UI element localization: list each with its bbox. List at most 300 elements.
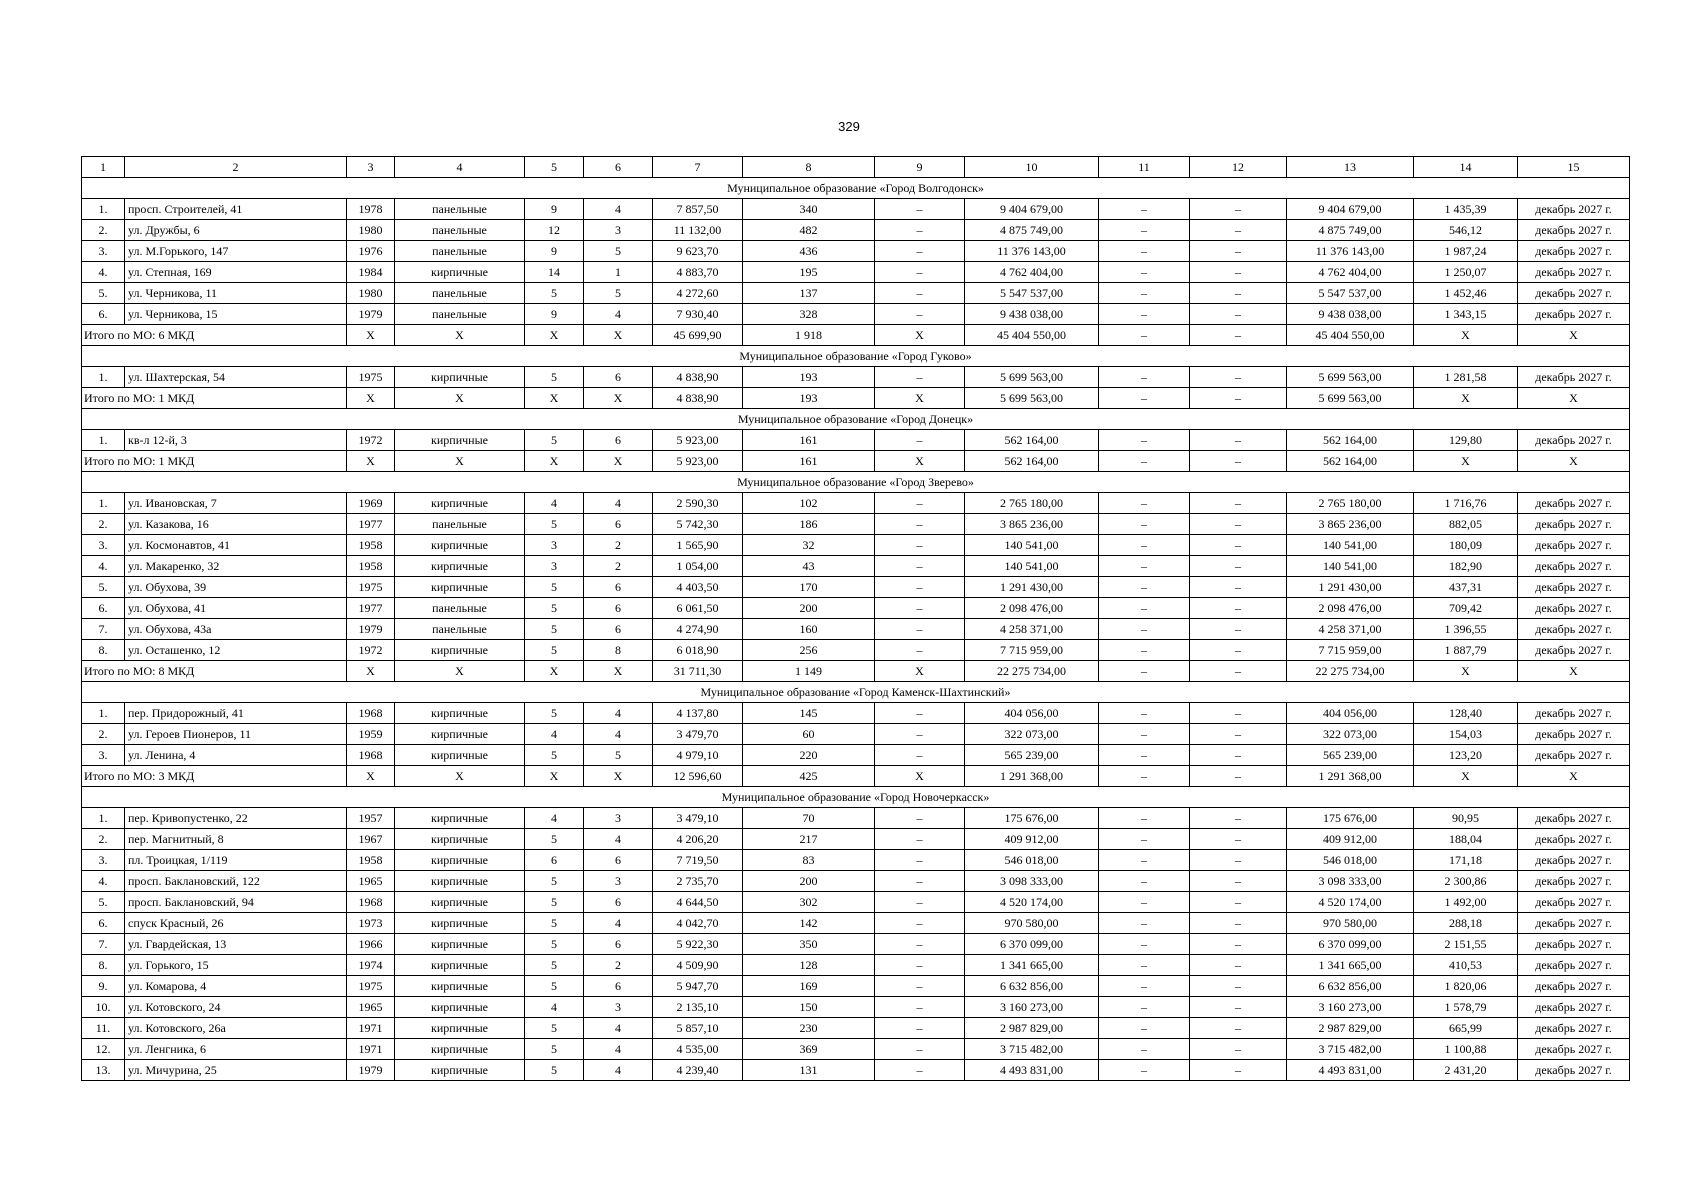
table-cell: 123,20 <box>1414 745 1518 766</box>
table-cell: – <box>1190 850 1287 871</box>
table-cell: 1977 <box>347 514 395 535</box>
table-cell: – <box>875 724 965 745</box>
column-number-cell: 1 <box>82 157 125 178</box>
table-cell: 6 <box>584 976 653 997</box>
total-row <box>82 451 1630 472</box>
table-cell: 5 <box>525 640 584 661</box>
table-cell: кирпичные <box>395 850 525 871</box>
table-cell: 3 <box>584 220 653 241</box>
total-cell: X <box>875 325 965 346</box>
table-cell: 3 <box>525 535 584 556</box>
table-cell: декабрь 2027 г. <box>1518 304 1630 325</box>
table-cell: кирпичные <box>395 934 525 955</box>
table-cell: ул. Степная, 169 <box>125 262 347 283</box>
total-row <box>82 325 1630 346</box>
table-cell: 4. <box>82 871 125 892</box>
table-cell: 4 403,50 <box>653 577 743 598</box>
table-cell: 1975 <box>347 367 395 388</box>
table-cell: – <box>1099 1039 1190 1060</box>
page-number: 329 <box>838 119 860 134</box>
table-cell: 6 <box>584 850 653 871</box>
section-header-row <box>82 346 1630 367</box>
table-cell: – <box>875 913 965 934</box>
table-row <box>82 493 1630 514</box>
table-cell: – <box>1099 556 1190 577</box>
table-cell: 1968 <box>347 703 395 724</box>
total-cell: – <box>1099 766 1190 787</box>
table-cell: 5 <box>525 829 584 850</box>
table-cell: – <box>875 556 965 577</box>
total-cell: X <box>584 451 653 472</box>
table-cell: 6 370 099,00 <box>965 934 1099 955</box>
table-cell: 437,31 <box>1414 577 1518 598</box>
table-cell: декабрь 2027 г. <box>1518 997 1630 1018</box>
table-cell: – <box>875 535 965 556</box>
total-label: Итого по МО: 1 МКД <box>82 451 347 472</box>
table-cell: 5 <box>525 955 584 976</box>
table-cell: 11 376 143,00 <box>1287 241 1414 262</box>
table-cell: ул. Котовского, 26а <box>125 1018 347 1039</box>
table-cell: 175 676,00 <box>965 808 1099 829</box>
table-cell: – <box>1099 997 1190 1018</box>
table-cell: 3. <box>82 535 125 556</box>
table-cell: 2. <box>82 829 125 850</box>
table-row <box>82 430 1630 451</box>
total-cell: X <box>1414 661 1518 682</box>
total-cell: 45 404 550,00 <box>1287 325 1414 346</box>
table-cell: – <box>1099 703 1190 724</box>
total-cell: 1 291 368,00 <box>965 766 1099 787</box>
table-cell: – <box>875 892 965 913</box>
table-cell: 1 341 665,00 <box>1287 955 1414 976</box>
table-cell: 546 018,00 <box>1287 850 1414 871</box>
table-cell: кирпичные <box>395 1060 525 1081</box>
table-cell: 565 239,00 <box>1287 745 1414 766</box>
table-cell: – <box>875 493 965 514</box>
table-cell: декабрь 2027 г. <box>1518 1060 1630 1081</box>
table-cell: 175 676,00 <box>1287 808 1414 829</box>
table-cell: 1965 <box>347 997 395 1018</box>
table-cell: 5 699 563,00 <box>1287 367 1414 388</box>
table-cell: декабрь 2027 г. <box>1518 262 1630 283</box>
table-cell: 9 <box>525 241 584 262</box>
table-cell: просп. Строителей, 41 <box>125 199 347 220</box>
total-label: Итого по МО: 3 МКД <box>82 766 347 787</box>
total-cell: 1 149 <box>743 661 875 682</box>
table-cell: 131 <box>743 1060 875 1081</box>
table-cell: декабрь 2027 г. <box>1518 577 1630 598</box>
table-cell: – <box>1190 724 1287 745</box>
total-cell: X <box>1518 661 1630 682</box>
table-cell: 1 281,58 <box>1414 367 1518 388</box>
table-cell: – <box>1190 493 1287 514</box>
table-cell: 2 765 180,00 <box>1287 493 1414 514</box>
table-cell: 12 <box>525 220 584 241</box>
table-cell: 7 930,40 <box>653 304 743 325</box>
table-cell: – <box>1099 892 1190 913</box>
table-cell: – <box>875 850 965 871</box>
table-cell: – <box>1190 304 1287 325</box>
table-cell: 145 <box>743 703 875 724</box>
municipality-title: Муниципальное образование «Город Гуково» <box>82 346 1630 367</box>
table-cell: 5 922,30 <box>653 934 743 955</box>
table-cell: кирпичные <box>395 745 525 766</box>
total-cell: 22 275 734,00 <box>965 661 1099 682</box>
table-cell: 1972 <box>347 430 395 451</box>
table-cell: декабрь 2027 г. <box>1518 1039 1630 1060</box>
table-row <box>82 577 1630 598</box>
table-cell: кирпичные <box>395 262 525 283</box>
table-cell: 3 865 236,00 <box>965 514 1099 535</box>
total-cell: 161 <box>743 451 875 472</box>
table-cell: 2 590,30 <box>653 493 743 514</box>
table-cell: 6 <box>584 577 653 598</box>
table-cell: кирпичные <box>395 892 525 913</box>
table-cell: 5 <box>525 1060 584 1081</box>
table-cell: 220 <box>743 745 875 766</box>
table-cell: – <box>1099 976 1190 997</box>
table-cell: декабрь 2027 г. <box>1518 808 1630 829</box>
table-cell: декабрь 2027 г. <box>1518 1018 1630 1039</box>
table-cell: – <box>1190 829 1287 850</box>
table-cell: 7 715 959,00 <box>1287 640 1414 661</box>
table-cell: 9. <box>82 976 125 997</box>
table-row <box>82 703 1630 724</box>
table-cell: декабрь 2027 г. <box>1518 892 1630 913</box>
table-cell: 230 <box>743 1018 875 1039</box>
table-cell: 5 <box>525 1039 584 1060</box>
table-cell: 200 <box>743 871 875 892</box>
table-cell: 1971 <box>347 1018 395 1039</box>
table-cell: кирпичные <box>395 577 525 598</box>
municipality-title: Муниципальное образование «Город Каменск-Шахтинский» <box>82 682 1630 703</box>
table-cell: 5. <box>82 283 125 304</box>
table-cell: кирпичные <box>395 535 525 556</box>
table-cell: 4 <box>525 997 584 1018</box>
table-cell: 3 <box>584 997 653 1018</box>
table-cell: 562 164,00 <box>965 430 1099 451</box>
column-number-cell: 2 <box>125 157 347 178</box>
table-cell: 302 <box>743 892 875 913</box>
table-cell: 1 343,15 <box>1414 304 1518 325</box>
table-cell: 4 042,70 <box>653 913 743 934</box>
table-cell: – <box>1190 220 1287 241</box>
total-cell: 45 404 550,00 <box>965 325 1099 346</box>
table-cell: 1979 <box>347 1060 395 1081</box>
table-cell: – <box>1190 514 1287 535</box>
table-cell: 5 <box>525 598 584 619</box>
column-number-cell: 5 <box>525 157 584 178</box>
total-cell: X <box>1414 766 1518 787</box>
table-cell: 90,95 <box>1414 808 1518 829</box>
table-cell: ул. Героев Пионеров, 11 <box>125 724 347 745</box>
table-cell: 137 <box>743 283 875 304</box>
table-cell: – <box>875 976 965 997</box>
table-cell: кирпичные <box>395 871 525 892</box>
total-cell: X <box>395 325 525 346</box>
total-cell: X <box>584 661 653 682</box>
table-cell: – <box>875 304 965 325</box>
table-cell: 1979 <box>347 304 395 325</box>
table-cell: 5 547 537,00 <box>1287 283 1414 304</box>
registry-body <box>82 157 1630 1081</box>
total-label: Итого по МО: 6 МКД <box>82 325 347 346</box>
table-cell: 409 912,00 <box>965 829 1099 850</box>
table-cell: 4 <box>525 724 584 745</box>
table-cell: 4. <box>82 556 125 577</box>
table-cell: 2 987 829,00 <box>1287 1018 1414 1039</box>
table-cell: 11 376 143,00 <box>965 241 1099 262</box>
table-cell: 7. <box>82 619 125 640</box>
table-cell: 4 <box>584 1060 653 1081</box>
table-cell: декабрь 2027 г. <box>1518 955 1630 976</box>
total-cell: 5 699 563,00 <box>965 388 1099 409</box>
total-cell: X <box>525 766 584 787</box>
total-cell: X <box>875 766 965 787</box>
table-cell: 43 <box>743 556 875 577</box>
table-cell: 4 <box>584 829 653 850</box>
table-cell: 4 <box>584 1039 653 1060</box>
table-cell: панельные <box>395 514 525 535</box>
table-cell: 128 <box>743 955 875 976</box>
table-cell: – <box>875 934 965 955</box>
table-cell: 8 <box>584 640 653 661</box>
table-cell: 7 719,50 <box>653 850 743 871</box>
table-cell: – <box>875 640 965 661</box>
total-cell: – <box>1190 661 1287 682</box>
table-cell: 129,80 <box>1414 430 1518 451</box>
municipality-title: Муниципальное образование «Город Донецк» <box>82 409 1630 430</box>
table-cell: декабрь 2027 г. <box>1518 640 1630 661</box>
table-cell: 6 <box>584 430 653 451</box>
table-cell: – <box>1099 745 1190 766</box>
table-cell: – <box>875 997 965 1018</box>
table-cell: 9 404 679,00 <box>965 199 1099 220</box>
table-row <box>82 829 1630 850</box>
table-cell: панельные <box>395 241 525 262</box>
column-number-cell: 8 <box>743 157 875 178</box>
column-number-cell: 6 <box>584 157 653 178</box>
table-row <box>82 850 1630 871</box>
table-cell: 3 479,70 <box>653 724 743 745</box>
table-cell: 9 <box>525 304 584 325</box>
table-cell: 5 <box>525 367 584 388</box>
table-cell: – <box>1099 241 1190 262</box>
table-cell: – <box>1190 1018 1287 1039</box>
column-number-cell: 7 <box>653 157 743 178</box>
table-cell: 1972 <box>347 640 395 661</box>
table-row <box>82 724 1630 745</box>
table-cell: – <box>1190 262 1287 283</box>
table-cell: – <box>1190 871 1287 892</box>
table-cell: 404 056,00 <box>965 703 1099 724</box>
total-cell: X <box>875 451 965 472</box>
table-cell: кирпичные <box>395 829 525 850</box>
table-row <box>82 745 1630 766</box>
table-cell: 4 509,90 <box>653 955 743 976</box>
total-cell: 1 918 <box>743 325 875 346</box>
table-cell: ул. Черникова, 15 <box>125 304 347 325</box>
table-cell: – <box>1190 1060 1287 1081</box>
section-header-row <box>82 787 1630 808</box>
table-cell: 4 838,90 <box>653 367 743 388</box>
table-row <box>82 535 1630 556</box>
table-cell: 410,53 <box>1414 955 1518 976</box>
table-cell: – <box>1099 220 1190 241</box>
table-cell: кирпичные <box>395 493 525 514</box>
table-cell: 4 206,20 <box>653 829 743 850</box>
table-cell: 5 <box>525 976 584 997</box>
table-cell: – <box>1190 283 1287 304</box>
total-cell: X <box>347 766 395 787</box>
table-cell: 4 <box>584 1018 653 1039</box>
table-cell: 256 <box>743 640 875 661</box>
table-cell: ул. Макаренко, 32 <box>125 556 347 577</box>
total-cell: X <box>1518 325 1630 346</box>
table-cell: – <box>1099 724 1190 745</box>
table-cell: декабрь 2027 г. <box>1518 745 1630 766</box>
table-cell: 1 578,79 <box>1414 997 1518 1018</box>
table-cell: – <box>1099 493 1190 514</box>
total-cell: X <box>525 388 584 409</box>
table-cell: 6 <box>584 892 653 913</box>
table-cell: 5 <box>525 703 584 724</box>
table-cell: 182,90 <box>1414 556 1518 577</box>
table-cell: 1. <box>82 808 125 829</box>
total-cell: 5 923,00 <box>653 451 743 472</box>
table-cell: – <box>1190 577 1287 598</box>
table-cell: кирпичные <box>395 430 525 451</box>
table-cell: 1 250,07 <box>1414 262 1518 283</box>
table-cell: 1 492,00 <box>1414 892 1518 913</box>
column-number-cell: 15 <box>1518 157 1630 178</box>
total-cell: X <box>1414 325 1518 346</box>
table-cell: 4 <box>584 304 653 325</box>
table-cell: – <box>875 871 965 892</box>
table-row <box>82 199 1630 220</box>
table-cell: – <box>1099 430 1190 451</box>
table-cell: 2 <box>584 556 653 577</box>
table-cell: 5 <box>525 577 584 598</box>
table-cell: 180,09 <box>1414 535 1518 556</box>
table-cell: 5 <box>525 283 584 304</box>
table-cell: 5. <box>82 892 125 913</box>
table-cell: 4 <box>525 808 584 829</box>
table-cell: 4 274,90 <box>653 619 743 640</box>
total-cell: X <box>347 388 395 409</box>
table-cell: 154,03 <box>1414 724 1518 745</box>
table-cell: 10. <box>82 997 125 1018</box>
total-cell: 5 699 563,00 <box>1287 388 1414 409</box>
table-cell: – <box>1099 304 1190 325</box>
table-cell: ул. Ленина, 4 <box>125 745 347 766</box>
table-cell: 4 883,70 <box>653 262 743 283</box>
table-cell: – <box>1099 808 1190 829</box>
total-cell: X <box>525 325 584 346</box>
table-cell: – <box>875 745 965 766</box>
total-cell: X <box>584 766 653 787</box>
table-cell: декабрь 2027 г. <box>1518 283 1630 304</box>
total-row <box>82 661 1630 682</box>
table-cell: кирпичные <box>395 997 525 1018</box>
table-cell: – <box>875 808 965 829</box>
table-cell: 6. <box>82 304 125 325</box>
table-cell: – <box>1099 367 1190 388</box>
table-cell: 9 438 038,00 <box>965 304 1099 325</box>
table-cell: – <box>1099 934 1190 955</box>
table-cell: 709,42 <box>1414 598 1518 619</box>
table-row <box>82 976 1630 997</box>
table-cell: – <box>1190 535 1287 556</box>
table-cell: – <box>1190 1039 1287 1060</box>
table-cell: 1968 <box>347 745 395 766</box>
table-cell: – <box>1099 850 1190 871</box>
table-cell: кв-л 12-й, 3 <box>125 430 347 451</box>
column-number-cell: 13 <box>1287 157 1414 178</box>
table-cell: – <box>1190 745 1287 766</box>
table-cell: – <box>875 1060 965 1081</box>
total-cell: X <box>1414 451 1518 472</box>
total-cell: – <box>1190 766 1287 787</box>
table-row <box>82 913 1630 934</box>
table-cell: 6. <box>82 598 125 619</box>
table-cell: 1958 <box>347 535 395 556</box>
table-cell: 3 <box>584 871 653 892</box>
table-cell: 5 <box>584 745 653 766</box>
table-row <box>82 997 1630 1018</box>
table-cell: 1 100,88 <box>1414 1039 1518 1060</box>
table-cell: 140 541,00 <box>965 535 1099 556</box>
table-cell: 7. <box>82 934 125 955</box>
table-row <box>82 367 1630 388</box>
table-cell: ул. Ленгника, 6 <box>125 1039 347 1060</box>
municipality-title: Муниципальное образование «Город Новочеркасск» <box>82 787 1630 808</box>
table-cell: 4 <box>584 199 653 220</box>
table-cell: ул. Гвардейская, 13 <box>125 934 347 955</box>
table-cell: 4 875 749,00 <box>1287 220 1414 241</box>
table-cell: – <box>1190 598 1287 619</box>
table-row <box>82 1018 1630 1039</box>
table-cell: 140 541,00 <box>1287 535 1414 556</box>
table-cell: 4 644,50 <box>653 892 743 913</box>
table-cell: – <box>1099 1018 1190 1039</box>
table-cell: 1. <box>82 493 125 514</box>
table-cell: 195 <box>743 262 875 283</box>
table-cell: пер. Придорожный, 41 <box>125 703 347 724</box>
table-cell: 169 <box>743 976 875 997</box>
table-cell: 350 <box>743 934 875 955</box>
table-cell: – <box>1099 535 1190 556</box>
table-cell: декабрь 2027 г. <box>1518 367 1630 388</box>
table-cell: 4 258 371,00 <box>965 619 1099 640</box>
table-cell: 14 <box>525 262 584 283</box>
total-cell: X <box>525 451 584 472</box>
table-cell: 186 <box>743 514 875 535</box>
table-cell: декабрь 2027 г. <box>1518 976 1630 997</box>
table-cell: 1979 <box>347 619 395 640</box>
table-cell: ул. Черникова, 11 <box>125 283 347 304</box>
table-cell: 3 715 482,00 <box>965 1039 1099 1060</box>
table-cell: 2 431,20 <box>1414 1060 1518 1081</box>
table-cell: 160 <box>743 619 875 640</box>
table-cell: 4 762 404,00 <box>1287 262 1414 283</box>
table-cell: 200 <box>743 598 875 619</box>
table-cell: ул. Казакова, 16 <box>125 514 347 535</box>
table-cell: – <box>875 1039 965 1060</box>
table-cell: – <box>1190 913 1287 934</box>
table-cell: 4 272,60 <box>653 283 743 304</box>
table-cell: 5. <box>82 577 125 598</box>
